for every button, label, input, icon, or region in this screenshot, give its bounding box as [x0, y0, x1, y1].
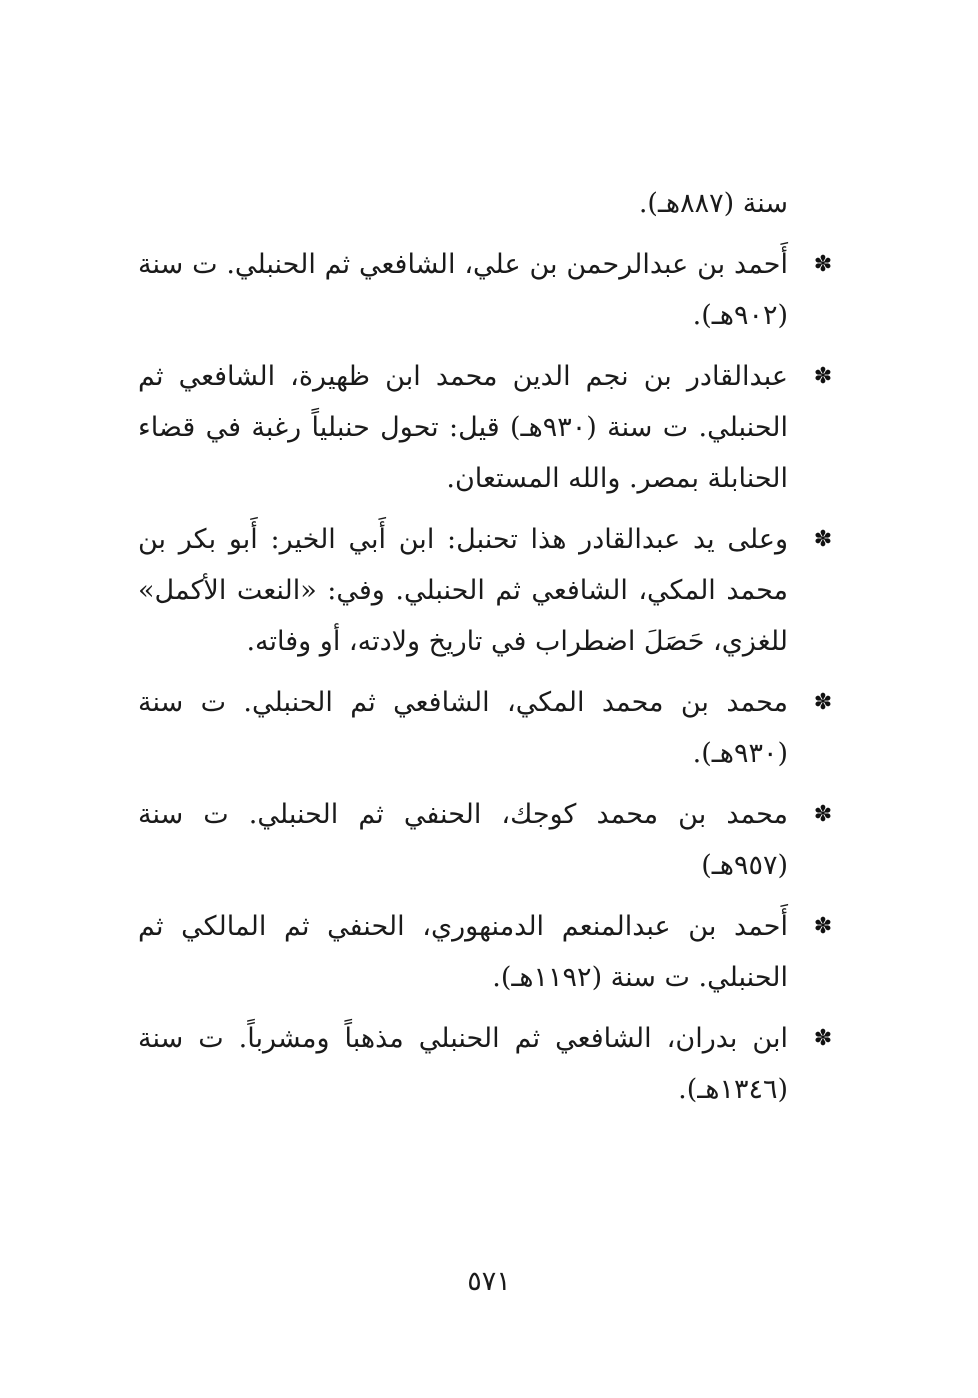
asterism-icon: ✽	[813, 527, 833, 552]
asterism-icon: ✽	[813, 690, 833, 715]
list-item	[138, 239, 840, 341]
entry-text: محمد بن محمد المكي، الشافعي ثم الحنبلي. ت سنة (٩٣٠هـ).	[138, 687, 788, 769]
list-item	[138, 789, 840, 891]
asterism-icon: ✽	[813, 802, 833, 827]
entry-text: أَحمد بن عبدالمنعم الدمنهوري، الحنفي ثم المالكي ثم الحنبلي. ت سنة (١١٩٢هـ).	[138, 911, 788, 993]
entry-text: ابن بدران، الشافعي ثم الحنبلي مذهباً ومشرباً. ت سنة (١٣٤٦هـ).	[138, 1023, 788, 1105]
asterism-icon: ✽	[813, 1026, 833, 1051]
list-item	[138, 901, 840, 1003]
list-item	[138, 1013, 840, 1115]
asterism-icon: ✽	[813, 364, 833, 389]
body-text	[138, 178, 840, 1125]
asterism-icon: ✽	[813, 914, 833, 939]
page-number: ٥٧١	[467, 1266, 511, 1297]
continuation-line: سنة (٨٨٧هـ).	[638, 188, 788, 219]
asterism-icon: ✽	[813, 252, 833, 277]
entry-text: محمد بن محمد كوجك، الحنفي ثم الحنبلي. ت سنة (٩٥٧هـ)	[138, 799, 788, 881]
entry-text: أَحمد بن عبدالرحمن بن علي، الشافعي ثم الحنبلي. ت سنة (٩٠٢هـ).	[138, 249, 788, 331]
entry-text: وعلى يد عبدالقادر هذا تحنبل: ابن أَبي الخير: أَبو بكر بن محمد المكي، الشافعي ثم الحنبلي. وفي: «النعت الأكمل» للغزي، حَصَلَ اضطراب في تاريخ ولادته، أو وفاته.	[138, 524, 788, 657]
list-item	[138, 677, 840, 779]
list-item	[138, 514, 840, 667]
list-item	[138, 351, 840, 504]
entry-text: عبدالقادر بن نجم الدين محمد ابن ظهيرة، الشافعي ثم الحنبلي. ت سنة (٩٣٠هـ) قيل: تحول حنبلياً رغبة في قضاء الحنابلة بمصر. والله المستعان.	[138, 361, 788, 494]
